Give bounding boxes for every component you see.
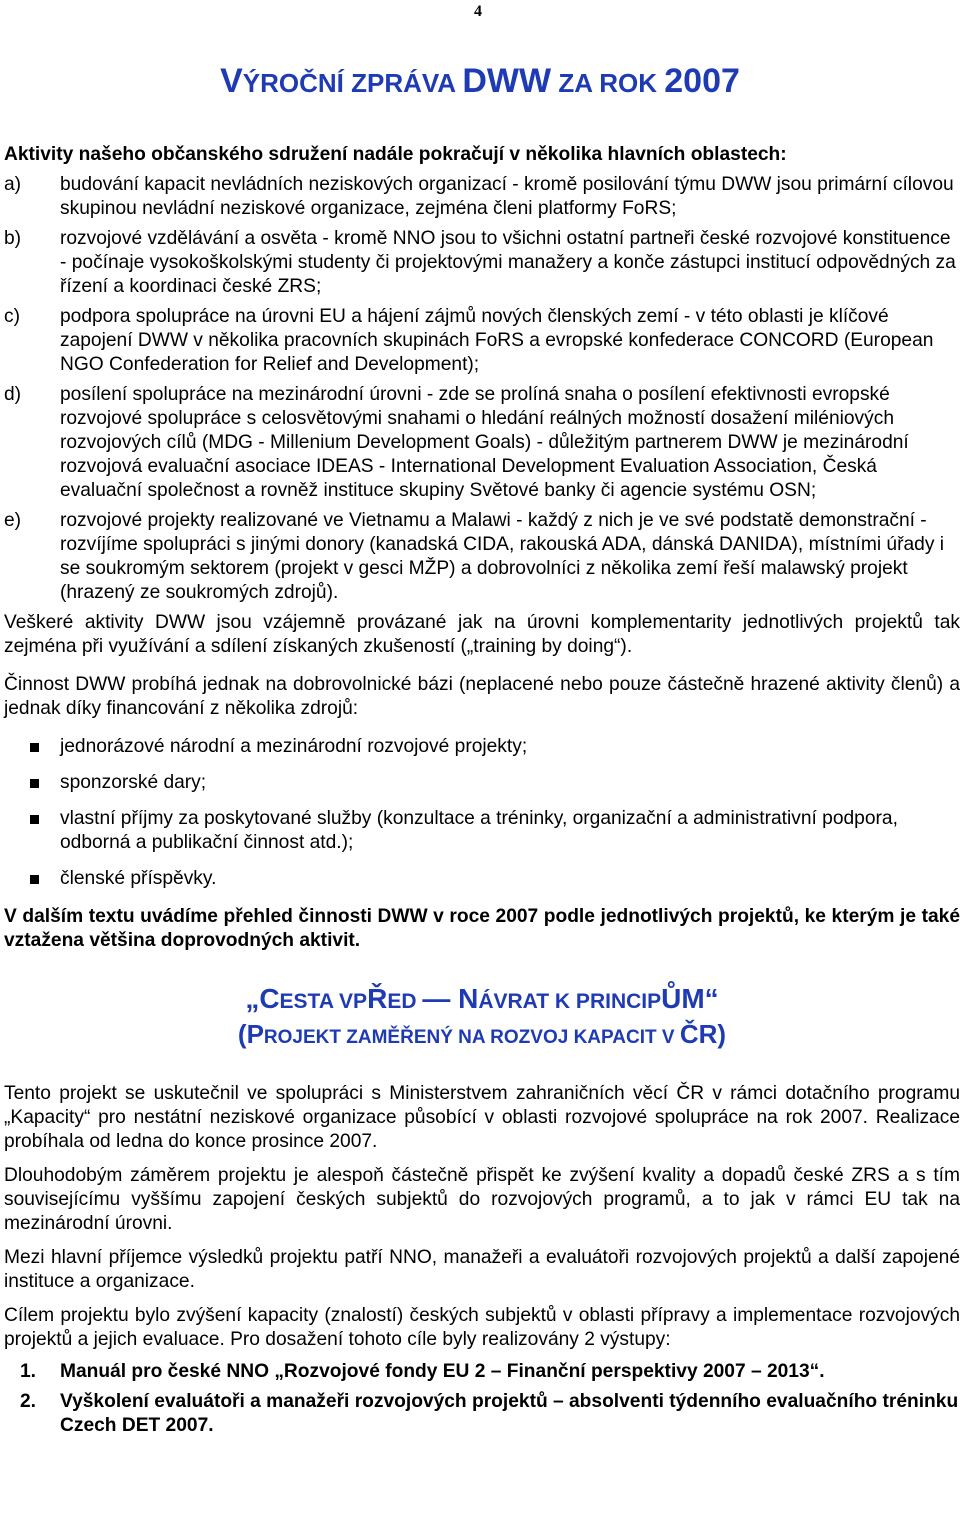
bullet-item [4,735,960,759]
list-item [4,509,960,605]
list-item-label: b) [4,228,22,249]
list-item-text: rozvojové projekty realizované ve Vietnamu a Malawi - každý z nich je ve své podstatě demonstrační - rozvíjíme spolupráci s jinými donory (kanadská CIDA, rakouská ADA, dánská DANIDA), místními úřady i se soukromým sektorem (projekt v gesci MŽP) a dobrovolníci z několika zemí řeší malawský projekt (hrazený ze soukromých zdrojů). [60,510,945,603]
bullet-item-text: sponzorské dary; [60,772,207,793]
project-title-dash: — [422,983,451,1014]
list-item [4,305,960,377]
title-part2: DWW [462,62,552,100]
list-item-text: budování kapacit nevládních neziskových organizací - kromě posilování týmu DWW jsou primární cílovou skupinou nevládní neziskové organizace, zejména členi platformy FoRS; [60,174,954,219]
page-number: 4 [474,3,482,20]
overview-paragraph: V dalším textu uvádíme přehled činnosti DWW v roce 2007 podle jednotlivých projektů, ke kterým je také vztažena většina doprovodných aktivit. [4,906,960,951]
square-bullet-icon [4,867,60,891]
output-number: 2. [20,1391,37,1412]
project-title-part: ŮM [661,983,705,1014]
bullet-item-text: jednorázové národní a mezinárodní rozvojové projekty; [60,736,528,757]
square-bullet-icon [4,735,60,759]
project-paragraph-3: Mezi hlavní příjemce výsledků projektu patří NNO, manažeři a evaluátoři rozvojových projektů a další zapojené instituce a organizace. [4,1247,960,1292]
report-title [0,62,960,100]
bullet-item-text: členské příspěvky. [60,868,217,889]
project-title-part: ÁVRAT K PRINCIP [478,990,662,1013]
list-item-label: e) [4,510,22,531]
funding-paragraph: Činnost DWW probíhá jednak na dobrovolnické bázi (neplacené nebo pouze částečně hrazené aktivity členů) a jednak díky financování z několika zdrojů: [4,674,960,719]
project-title-part: Ř [367,983,388,1014]
funding-sources-list [4,735,960,891]
project-subtitle-part: ROJEKT ZAMĚŘENÝ NA ROZVOJ KAPACIT V [263,1027,680,1048]
output-text: Manuál pro české NNO „Rozvojové fondy EU 2 – Finanční perspektivy 2007 – 2013“. [60,1361,825,1382]
project-title-part: ESTA VP [279,990,368,1013]
title-part3-small: ZA ROK [551,68,665,98]
list-item-label: a) [4,174,22,195]
output-number: 1. [20,1361,37,1382]
list-item [4,383,960,503]
project-subtitle-part: ČR) [679,1019,727,1049]
project-paragraph-4: Cílem projektu bylo zvýšení kapacity (znalostí) českých subjektů v oblasti přípravy a implementace rozvojových projektů a jejich evaluace. Pro dosažení tohoto cíle byly realizovány 2 výstupy: [4,1305,960,1350]
activity-areas-list [4,173,960,605]
bullet-item [4,807,960,855]
open-quote: „ [245,983,260,1014]
project-subtitle [4,1019,960,1050]
intro-paragraph: Aktivity našeho občanského sdružení nadále pokračují v několika hlavních oblastech: [4,144,787,165]
project-subtitle-part: (P [237,1019,264,1049]
bullet-item [4,771,960,795]
list-item-text: posílení spolupráce na mezinárodní úrovni - zde se prolíná snaha o posílení efektivnosti evropské rozvojové spolupráce s celosvětovými snahami o hledání reálných možností dosažení miléniových rozvojových cílů (MDG - Millenium Development Goals) - důležitým partnerem DWW je mezinárodní rozvojová evaluační asociace IDEAS - International Development Evaluation Association, Česká evaluační společnost a rovněž instituce skupiny Světové banky či agencie systému OSN; [60,384,909,501]
title-part4: 2007 [664,62,740,100]
project-title-part: ED [387,990,423,1013]
title-part1: V [220,62,243,100]
square-bullet-icon [4,771,60,795]
list-item-text: rozvojové vzdělávání a osvěta - kromě NNO jsou to všichni ostatní partneři české rozvojové konstituence - počínaje vysokoškolskými studenty či projektovými manažery a konče zástupci institucí odpovědných za řízení a koordinaci české ZRS; [60,228,956,297]
list-item [4,173,960,221]
bullet-item-text: vlastní příjmy za poskytované služby (konzultace a tréninky, organizační a administrativní podpora, odborná a publikační činnost atd.); [60,808,898,853]
list-item-text: podpora spolupráce na úrovni EU a hájení zájmů nových členských zemí - v této oblasti je klíčové zapojení DWW v několika pracovních skupinách FoRS a evropské konfederace CONCORD (European NGO Confederation for Relief and Development); [60,306,934,375]
project-title-part: C [259,983,280,1014]
list-item-label: d) [4,384,22,405]
bullet-item [4,867,960,891]
project-title [4,983,960,1014]
project-outputs-list [4,1360,960,1438]
close-quote: “ [704,983,719,1014]
output-item [4,1390,960,1438]
project-paragraph-2: Dlouhodobým záměrem projektu je alespoň částečně přispět ke zvýšení kvality a dopadů české ZRS a s tím souvisejícímu vyššímu zapojení českých subjektů do rozvojových programů, a to jak v rámci EU tak na mezinárodní úrovni. [4,1165,960,1234]
list-item [4,227,960,299]
project-title-part: N [450,983,479,1014]
output-text: Vyškolení evaluátoři a manažeři rozvojových projektů – absolventi týdenního evaluačního tréninku Czech DET 2007. [60,1391,959,1436]
activities-paragraph: Veškeré aktivity DWW jsou vzájemně provázané jak na úrovni komplementarity jednotlivých projektů tak zejména při využívání a sdílení získaných zkušeností („training by doing“). [4,612,960,657]
list-item-label: c) [4,306,20,327]
report-body [4,143,960,1444]
project-paragraph-1: Tento projekt se uskutečnil ve spolupráci s Ministerstvem zahraničních věcí ČR v rámci dotačního programu „Kapacity“ pro nestátní neziskové organizace působící v oblasti rozvojové spolupráce na rok 2007. Realizace probíhala od ledna do konce prosince 2007. [4,1083,960,1152]
output-item [4,1360,960,1384]
square-bullet-icon [4,807,60,855]
title-part1-small: ÝROČNÍ ZPRÁVA [242,68,463,98]
